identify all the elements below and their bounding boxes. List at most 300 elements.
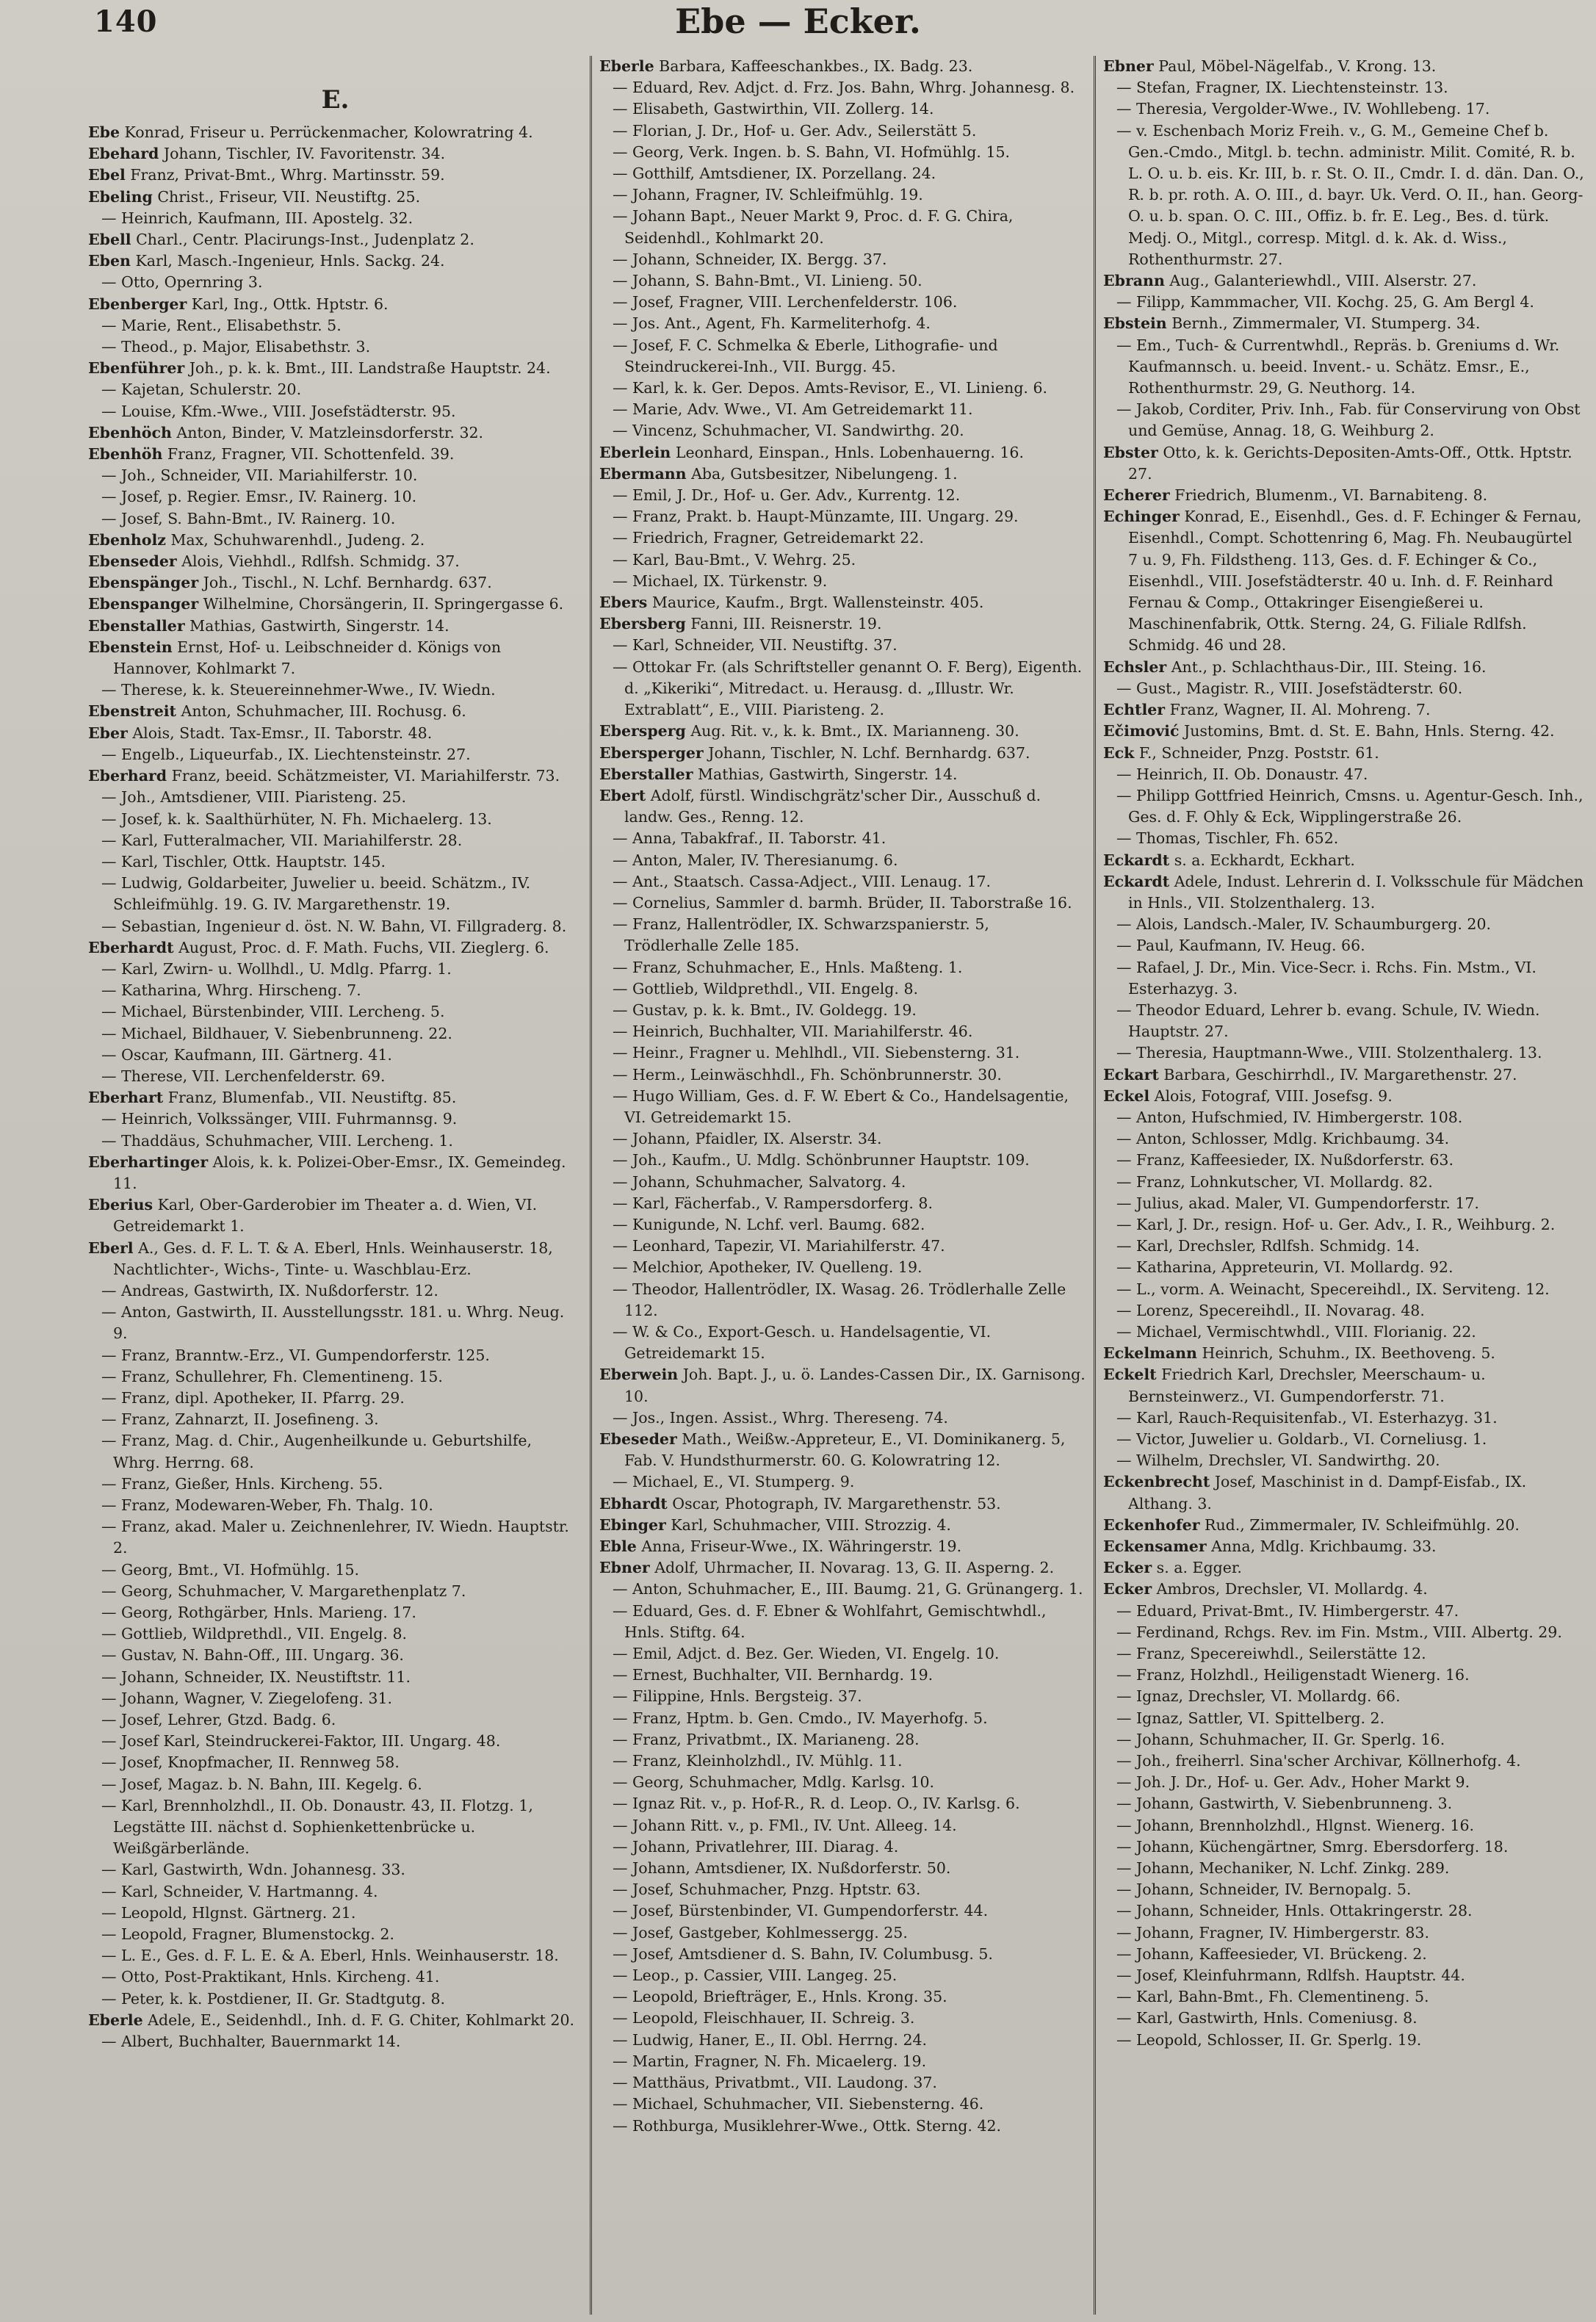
directory-entry bbox=[88, 1989, 582, 2010]
directory-entry bbox=[1103, 1601, 1586, 1622]
entry-details: — Johann, Gastwirth, V. Siebenbrunneng. 3. bbox=[1116, 1795, 1453, 1813]
entry-details: — Ignaz, Sattler, VI. Spittelberg. 2. bbox=[1116, 1709, 1385, 1727]
directory-entry bbox=[599, 1750, 1086, 1772]
entry-details: Justomins, Bmt. d. St. E. Bahn, Hnls. Sterng. 42. bbox=[1179, 722, 1555, 740]
entry-details: Aba, Gutsbesitzer, Nibelungeng. 1. bbox=[686, 464, 958, 483]
entry-details: Adolf, fürstl. Windischgrätz'scher Dir., Ausschuß d. landw. Ges., Renng. 12. bbox=[624, 786, 1041, 826]
directory-entry bbox=[1103, 1944, 1586, 1965]
entry-details: — Joh., Amtsdiener, VIII. Piaristeng. 25. bbox=[101, 788, 406, 807]
entry-details: Barbara, Kaffeeschankbes., IX. Badg. 23. bbox=[654, 57, 973, 75]
entry-details: — Thaddäus, Schuhmacher, VIII. Lercheng. 1. bbox=[101, 1131, 453, 1150]
directory-entry bbox=[1103, 56, 1586, 77]
entry-details: — Georg, Bmt., VI. Hofmühlg. 15. bbox=[101, 1560, 360, 1579]
directory-entry bbox=[88, 1774, 582, 1795]
entry-surname: Ebenseder bbox=[88, 552, 177, 571]
entry-details: — Johann, S. Bahn-Bmt., VI. Linieng. 50. bbox=[613, 272, 922, 290]
entry-surname: Eberhardt bbox=[88, 938, 174, 956]
entry-details: Adele, Indust. Lehrerin d. I. Volksschule für Mädchen in Hnls., VII. Stolzenthalerg. 13. bbox=[1128, 872, 1584, 912]
directory-entry bbox=[599, 249, 1086, 270]
directory-entry bbox=[599, 1279, 1086, 1322]
directory-entry bbox=[1103, 292, 1586, 313]
entry-details: Joh., Tischl., N. Lchf. Bernhardg. 637. bbox=[198, 574, 492, 592]
entry-details: — Otto, Opernring 3. bbox=[101, 273, 263, 292]
entry-details: Joh. Bapt. J., u. ö. Landes-Cassen Dir., IX. Garnisong. 10. bbox=[624, 1366, 1086, 1405]
entry-details: — Filippine, Hnls. Bergsteig. 37. bbox=[613, 1687, 862, 1706]
directory-entry bbox=[1103, 1407, 1586, 1429]
directory-entry bbox=[1103, 914, 1586, 935]
entry-details: — Julius, akad. Maler, VI. Gumpendorferstr. 17. bbox=[1116, 1194, 1479, 1212]
entry-details: — Anton, Hufschmied, IV. Himbergerstr. 108. bbox=[1116, 1108, 1463, 1126]
entry-details: Ernst, Hof- u. Leibschneider d. Königs von Hannover, Kohlmarkt 7. bbox=[113, 638, 502, 678]
entry-details: Heinrich, Schuhm., IX. Beethoveng. 5. bbox=[1196, 1344, 1495, 1363]
entry-details: — Karl, Zwirn- u. Wollhdl., U. Mdlg. Pfarrg. 1. bbox=[101, 959, 452, 978]
directory-entry bbox=[599, 1986, 1086, 2008]
directory-entry bbox=[599, 978, 1086, 1000]
directory-entry bbox=[599, 1236, 1086, 1257]
directory-entry bbox=[599, 420, 1086, 441]
directory-entry bbox=[599, 1579, 1086, 1600]
entry-details: — Michael, Vermischtwhdl., VIII. Florianig. 22. bbox=[1116, 1322, 1476, 1341]
directory-entry bbox=[1103, 2008, 1586, 2029]
entry-surname: Ebner bbox=[1103, 57, 1154, 75]
directory-entry bbox=[1103, 1729, 1586, 1750]
column-2 bbox=[590, 56, 1094, 2315]
entry-surname: Eckart bbox=[1103, 1065, 1159, 1084]
directory-entry bbox=[88, 1388, 582, 1409]
directory-entry bbox=[1103, 1343, 1586, 1364]
directory-entry bbox=[1103, 1772, 1586, 1793]
entry-details: — Johann, Mechaniker, N. Lchf. Zinkg. 289. bbox=[1116, 1859, 1450, 1878]
directory-entry bbox=[88, 315, 582, 336]
directory-entry bbox=[88, 2031, 582, 2052]
entry-details: — Franz, Kleinholzhdl., IV. Mühlg. 11. bbox=[613, 1752, 903, 1770]
directory-entry bbox=[599, 893, 1086, 914]
entry-details: — Jos., Ingen. Assist., Whrg. Thereseng. 74. bbox=[613, 1408, 948, 1427]
entry-details: — Matthäus, Privatbmt., VII. Laudong. 37. bbox=[613, 2074, 937, 2092]
directory-entry bbox=[599, 2116, 1086, 2137]
entry-details: — Theodor, Hallentrödler, IX. Wasag. 26. Trödlerhalle Zelle 112. bbox=[613, 1280, 1066, 1319]
directory-entry bbox=[599, 442, 1086, 464]
directory-entry bbox=[88, 208, 582, 229]
entry-details: — Karl, J. Dr., resign. Hof- u. Ger. Adv., I. R., Weihburg. 2. bbox=[1116, 1215, 1556, 1233]
entry-surname: Ebel bbox=[88, 166, 126, 184]
entry-details: — Franz, Gießer, Hnls. Kircheng. 55. bbox=[101, 1474, 383, 1493]
entry-details: — Karl, Fächerfab., V. Rampersdorferg. 8. bbox=[613, 1194, 933, 1212]
directory-entry bbox=[1103, 1665, 1586, 1686]
entry-details: Johann, Tischler, N. Lchf. Bernhardg. 637. bbox=[703, 743, 1030, 762]
entry-details: — Karl, Bau-Bmt., V. Wehrg. 25. bbox=[613, 550, 856, 569]
entry-details: — Marie, Adv. Wwe., VI. Am Getreidemarkt 11. bbox=[613, 400, 973, 419]
entry-surname: Ebenstein bbox=[88, 638, 173, 656]
entry-details: Leonhard, Einspan., Hnls. Lobenhauerng. 16. bbox=[671, 443, 1024, 461]
entry-details: — Josef, p. Regier. Emsr., IV. Rainerg. 10. bbox=[101, 488, 417, 506]
entry-details: — Ignaz, Drechsler, VI. Mollardg. 66. bbox=[1116, 1687, 1401, 1706]
entry-details: Mathias, Gastwirth, Singerstr. 14. bbox=[693, 765, 958, 783]
entry-surname: Ebenstreit bbox=[88, 702, 177, 721]
entry-surname: Eberl bbox=[88, 1238, 134, 1257]
directory-entry bbox=[1103, 1515, 1586, 1536]
directory-entry bbox=[88, 1345, 582, 1366]
entry-surname: Eberlein bbox=[599, 443, 671, 461]
entry-surname: Eckel bbox=[1103, 1086, 1150, 1105]
entry-details: — Josef Karl, Steindruckerei-Faktor, III. Ungarg. 48. bbox=[101, 1732, 501, 1750]
directory-entry bbox=[1103, 1750, 1586, 1772]
entry-details: — Karl, Futteralmacher, VII. Mariahilferstr. 28. bbox=[101, 831, 463, 849]
entry-details: Otto, k. k. Gerichts-Depositen-Amts-Off., Ottk. Hptstr. 27. bbox=[1128, 443, 1572, 483]
entry-details: — Thomas, Tischler, Fh. 652. bbox=[1116, 829, 1339, 848]
directory-entry bbox=[1103, 1579, 1586, 1600]
entry-details: — Georg, Rothgärber, Hnls. Marieng. 17. bbox=[101, 1604, 416, 1622]
entry-details: Maurice, Kaufm., Brgt. Wallensteinstr. 405. bbox=[647, 594, 984, 612]
directory-entry bbox=[88, 1731, 582, 1752]
entry-details: — Lorenz, Specereihdl., II. Novarag. 48. bbox=[1116, 1301, 1425, 1319]
directory-entry bbox=[599, 785, 1086, 828]
directory-entry bbox=[88, 572, 582, 594]
entry-details: — Hugo William, Ges. d. F. W. Ebert & Co., Handelsagentie, VI. Getreidemarkt 15. bbox=[613, 1086, 1069, 1126]
directory-entry bbox=[88, 422, 582, 444]
entry-surname: Eck bbox=[1103, 743, 1135, 762]
directory-entry bbox=[88, 508, 582, 530]
directory-entry bbox=[88, 637, 582, 679]
directory-entry bbox=[1103, 699, 1586, 721]
directory-entry bbox=[88, 701, 582, 722]
directory-entry bbox=[88, 1001, 582, 1023]
directory-entry bbox=[88, 1131, 582, 1152]
directory-entry bbox=[599, 1922, 1086, 1944]
entry-details: Paul, Möbel-Nägelfab., V. Krong. 13. bbox=[1153, 57, 1437, 75]
entry-details: — Karl, Gastwirth, Hnls. Comeniusg. 8. bbox=[1116, 2009, 1418, 2027]
entry-details: — Franz, Schullehrer, Fh. Clementineng. 15. bbox=[101, 1367, 443, 1385]
directory-entry bbox=[599, 2094, 1086, 2115]
directory-entry bbox=[1103, 1257, 1586, 1278]
directory-entry bbox=[1103, 1922, 1586, 1944]
entry-details: — Karl, Schneider, VII. Neustiftg. 37. bbox=[613, 636, 898, 655]
column-1 bbox=[81, 56, 590, 2315]
directory-entry bbox=[1103, 1107, 1586, 1128]
directory-entry bbox=[599, 292, 1086, 313]
entry-details: — Franz, Lohnkutscher, VI. Mollardg. 82. bbox=[1116, 1172, 1433, 1191]
entry-details: — Johann, Fragner, IV. Himbergerstr. 83. bbox=[1116, 1923, 1429, 1941]
entry-details: — Josef, Schuhmacher, Pnzg. Hptstr. 63. bbox=[613, 1881, 921, 1899]
directory-entry bbox=[88, 379, 582, 400]
entry-details: Alois, Stadt. Tax-Emsr., II. Taborstr. 48. bbox=[127, 724, 433, 742]
entry-surname: Eckensamer bbox=[1103, 1537, 1207, 1556]
directory-entry bbox=[599, 957, 1086, 978]
directory-entry bbox=[88, 679, 582, 701]
entry-surname: Ebersperg bbox=[599, 722, 686, 740]
directory-entry bbox=[599, 721, 1086, 742]
directory-entry bbox=[599, 1150, 1086, 1171]
entry-details: — Ottokar Fr. (als Schriftsteller genannt O. F. Berg), Eigenth. d. „Kikeriki“, Mitredact. u. Herausg. d. „Illustr. Wr. Extrablatt“, E., VIII. Piaristeng. 2. bbox=[613, 657, 1083, 719]
directory-entry bbox=[88, 959, 582, 980]
directory-entry bbox=[599, 1086, 1086, 1128]
entry-details: — Joh., Schneider, VII. Mariahilferstr. 10. bbox=[101, 466, 418, 485]
entry-surname: Ebe bbox=[88, 123, 120, 141]
directory-entry bbox=[88, 187, 582, 208]
entry-details: — Elisabeth, Gastwirthin, VII. Zollerg. 14. bbox=[613, 100, 934, 118]
directory-entry bbox=[88, 1709, 582, 1731]
entry-details: — Josef, Fragner, VIII. Lerchenfelderstr. 106. bbox=[613, 293, 958, 311]
entry-details: Konrad, Friseur u. Perrückenmacher, Kolowratring 4. bbox=[120, 123, 533, 141]
directory-entry bbox=[88, 1645, 582, 1666]
entry-surname: Echsler bbox=[1103, 657, 1167, 676]
entry-details: Anton, Schuhmacher, III. Rochusg. 6. bbox=[176, 702, 466, 721]
entry-details: — Johann, Küchengärtner, Smrg. Ebersdorferg. 18. bbox=[1116, 1837, 1509, 1856]
entry-details: s. a. Eckhardt, Eckhart. bbox=[1169, 851, 1355, 869]
entry-details: — Gustav, p. k. k. Bmt., IV. Goldegg. 19. bbox=[613, 1000, 917, 1019]
entry-details: — Friedrich, Fragner, Getreidemarkt 22. bbox=[613, 529, 924, 547]
entry-details: — Karl, Tischler, Ottk. Hauptstr. 145. bbox=[101, 852, 386, 870]
directory-entry bbox=[599, 1836, 1086, 1858]
directory-entry bbox=[88, 616, 582, 637]
directory-entry bbox=[599, 142, 1086, 163]
directory-entry bbox=[1103, 850, 1586, 871]
directory-entry bbox=[88, 2010, 582, 2031]
entry-surname: Eberhart bbox=[88, 1089, 164, 1107]
directory-entry bbox=[88, 1023, 582, 1045]
entry-details: Barbara, Geschirrhdl., IV. Margarethenstr. 27. bbox=[1158, 1065, 1517, 1084]
entry-details: — Franz, Branntw.-Erz., VI. Gumpendorferstr. 125. bbox=[101, 1346, 490, 1364]
directory-entry bbox=[599, 98, 1086, 120]
entry-details: Christ., Friseur, VII. Neustiftg. 25. bbox=[152, 187, 421, 206]
directory-entry bbox=[1103, 399, 1586, 441]
entry-details: Ant., p. Schlachthaus-Dir., III. Steing. 16. bbox=[1166, 657, 1487, 676]
directory-entry bbox=[1103, 743, 1586, 764]
directory-entry bbox=[599, 1128, 1086, 1150]
entry-details: F., Schneider, Pnzg. Poststr. 61. bbox=[1134, 743, 1379, 762]
entry-details: — Josef, Knopfmacher, II. Rennweg 58. bbox=[101, 1753, 400, 1772]
entry-details: — Therese, k. k. Steuereinnehmer-Wwe., IV. Wiedn. bbox=[101, 681, 496, 699]
entry-details: Ambros, Drechsler, VI. Mollardg. 4. bbox=[1152, 1580, 1428, 1598]
entry-details: Aug., Galanteriewhdl., VIII. Alserstr. 27. bbox=[1164, 272, 1477, 290]
entry-details: — Franz, Privatbmt., IX. Marianeng. 28. bbox=[613, 1730, 920, 1748]
entry-details: — Ferdinand, Rchgs. Rev. im Fin. Mstm., VIII. Albertg. 29. bbox=[1116, 1623, 1562, 1641]
directory-entry bbox=[88, 1667, 582, 1688]
page-number: 140 bbox=[94, 4, 158, 39]
entry-details: — Heinrich, Kaufmann, III. Apostelg. 32. bbox=[101, 209, 414, 227]
entry-details: — Joh. J. Dr., Hof- u. Ger. Adv., Hoher Markt 9. bbox=[1116, 1773, 1470, 1792]
directory-entry bbox=[88, 765, 582, 787]
directory-entry bbox=[599, 1193, 1086, 1214]
entry-details: — Franz, Hallentrödler, IX. Schwarzspanierstr. 5, Trödlerhalle Zelle 185. bbox=[613, 915, 989, 955]
entry-details: — Johann, Schneider, IX. Bergg. 37. bbox=[613, 250, 887, 268]
entry-details: — Anton, Gastwirth, II. Ausstellungsstr. 181. u. Whrg. Neug. 9. bbox=[101, 1303, 565, 1343]
directory-entry bbox=[1103, 1708, 1586, 1729]
directory-entry bbox=[599, 871, 1086, 893]
entry-details: Anna, Mdlg. Krichbaumg. 33. bbox=[1206, 1537, 1437, 1556]
entry-surname: Ebster bbox=[1103, 443, 1158, 461]
entry-details: — Johann, Schneider, Hnls. Ottakringerstr. 28. bbox=[1116, 1902, 1473, 1920]
directory-entry bbox=[88, 1409, 582, 1430]
entry-surname: Ebell bbox=[88, 231, 131, 249]
directory-entry bbox=[1103, 1064, 1586, 1086]
entry-surname: Eberhard bbox=[88, 767, 167, 785]
directory-entry bbox=[1103, 335, 1586, 400]
directory-entry bbox=[1103, 1686, 1586, 1707]
entry-details: Max, Schuhwarenhdl., Judeng. 2. bbox=[165, 530, 425, 549]
entry-details: — Karl, Gastwirth, Wdn. Johannesg. 33. bbox=[101, 1861, 405, 1879]
entry-details: Franz, Privat-Bmt., Whrg. Martinsstr. 59. bbox=[125, 166, 445, 184]
entry-details: — Theresia, Hauptmann-Wwe., VIII. Stolzenthalerg. 13. bbox=[1116, 1044, 1542, 1062]
directory-entry bbox=[599, 1515, 1086, 1536]
entry-surname: Ebrann bbox=[1103, 272, 1165, 290]
entry-details: — Katharina, Appreteurin, VI. Mollardg. 92. bbox=[1116, 1258, 1454, 1277]
directory-entry bbox=[88, 1903, 582, 1924]
entry-details: — Rothburga, Musiklehrer-Wwe., Ottk. Sterng. 42. bbox=[613, 2116, 1002, 2135]
entry-surname: Eberius bbox=[88, 1196, 154, 1214]
entry-details: — Ludwig, Goldarbeiter, Juwelier u. beeid. Schätzm., IV. Schleifmühlg. 19. G. IV. Margarethenstr. 19. bbox=[101, 874, 531, 914]
entry-surname: Ebenführer bbox=[88, 359, 185, 378]
entry-details: — Josef, S. Bahn-Bmt., IV. Rainerg. 10. bbox=[101, 509, 396, 527]
entry-surname: Eber bbox=[88, 724, 128, 742]
directory-entry bbox=[88, 1194, 582, 1237]
directory-entry bbox=[599, 571, 1086, 592]
directory-entry bbox=[599, 1042, 1086, 1064]
entry-details: — Franz, Zahnarzt, II. Josefineng. 3. bbox=[101, 1410, 379, 1429]
directory-entry bbox=[1103, 1450, 1586, 1471]
directory-entry bbox=[1103, 1900, 1586, 1922]
entry-surname: Ebers bbox=[599, 594, 648, 612]
directory-entry bbox=[1103, 1193, 1586, 1214]
entry-details: — Leopold, Fragner, Blumenstockg. 2. bbox=[101, 1925, 394, 1944]
entry-surname: Ebeling bbox=[88, 187, 153, 206]
directory-entry bbox=[599, 1643, 1086, 1665]
column-3 bbox=[1094, 56, 1594, 2315]
entry-surname: Ebner bbox=[599, 1559, 650, 1577]
entry-surname: Eckelt bbox=[1103, 1366, 1157, 1384]
entry-details: — Karl, Brennholzhdl., II. Ob. Donaustr. 43, II. Flotzg. 1, Legstätte III. nächst d. Sophienkettenbrücke u. Weißgärberlände. bbox=[101, 1796, 533, 1858]
entry-details: Karl, Ober-Garderobier im Theater a. d. Wien, VI. Getreidemarkt 1. bbox=[113, 1196, 538, 1236]
entry-details: Alois, k. k. Polizei-Ober-Emsr., IX. Gemeindeg. 11. bbox=[113, 1153, 566, 1192]
entry-details: — Karl, Rauch-Requisitenfab., VI. Esterhazyg. 31. bbox=[1116, 1408, 1498, 1427]
directory-entry bbox=[599, 1708, 1086, 1729]
directory-entry bbox=[88, 594, 582, 615]
directory-entry bbox=[1103, 1557, 1586, 1579]
entry-details: — Georg, Verk. Ingen. b. S. Bahn, VI. Hofmühlg. 15. bbox=[613, 143, 1011, 161]
entry-details: — Vincenz, Schuhmacher, VI. Sandwirthg. 20. bbox=[613, 422, 964, 440]
directory-entry bbox=[599, 1879, 1086, 1900]
directory-entry bbox=[88, 1966, 582, 1988]
entry-details: — Georg, Schuhmacher, Mdlg. Karlsg. 10. bbox=[613, 1773, 935, 1792]
entry-details: — Leopold, Hlgnst. Gärtnerg. 21. bbox=[101, 1903, 356, 1922]
entry-details: Charl., Centr. Placirungs-Inst., Judenplatz 2. bbox=[131, 231, 474, 249]
directory-entry bbox=[1103, 98, 1586, 120]
entry-details: — Anton, Schlosser, Mdlg. Krichbaumg. 34. bbox=[1116, 1130, 1450, 1148]
entry-details: — Leonhard, Tapezir, VI. Mariahilferstr. 47. bbox=[613, 1237, 945, 1255]
entry-details: — Melchior, Apotheker, IV. Quelleng. 19. bbox=[613, 1258, 922, 1277]
directory-entry bbox=[88, 787, 582, 808]
entry-details: — Franz, Specereiwhdl., Seilerstätte 12. bbox=[1116, 1645, 1426, 1663]
entry-details: — Oscar, Kaufmann, III. Gärtnerg. 41. bbox=[101, 1045, 392, 1064]
entry-details: — Gust., Magistr. R., VIII. Josefstädterstr. 60. bbox=[1116, 679, 1463, 697]
directory-entry bbox=[88, 358, 582, 379]
entry-details: — Ant., Staatsch. Cassa-Adject., VIII. Lenaug. 17. bbox=[613, 872, 992, 890]
entry-details: — Anton, Schuhmacher, E., III. Baumg. 21, G. Grünangerg. 1. bbox=[613, 1580, 1083, 1598]
directory-entry bbox=[1103, 721, 1586, 742]
entry-surname: Ečimović bbox=[1103, 722, 1180, 740]
entry-details: — Heinr., Fragner u. Mehlhdl., VII. Siebensterng. 31. bbox=[613, 1044, 1020, 1062]
entry-details: — Johann, Fragner, IV. Schleifmühlg. 19. bbox=[613, 186, 923, 204]
directory-entry bbox=[599, 635, 1086, 656]
entry-details: — Johann, Wagner, V. Ziegelofeng. 31. bbox=[101, 1689, 393, 1707]
entry-details: Oscar, Photograph, IV. Margarethenstr. 53. bbox=[667, 1494, 1001, 1512]
entry-details: — Karl, Bahn-Bmt., Fh. Clementineng. 5. bbox=[1116, 1988, 1429, 2006]
entry-details: — v. Eschenbach Moriz Freih. v., G. M., Gemeine Chef b. Gen.-Cmdo., Mitgl. b. techn. administr. Milit. Comité, R. b. L. O. u. b. eis. Kr. III, b. r. St. O. II., Cmdr. I. d. dän. Dan. O., R. b. pr. roth. A. O. III., d. bayr. Uk. Verd. O. II., han. Georg-O. u. b. span. O. C. III., Offiz. b. fr. E. Leg., Bes. d. türk. Medj. O., Mitgl., corresp. Mitgl. d. k. Ak. d. Wiss., Rothenthurmstr. 27. bbox=[1116, 121, 1584, 268]
directory-entry bbox=[88, 1688, 582, 1709]
entry-surname: Eckardt bbox=[1103, 872, 1170, 890]
directory-entry bbox=[599, 1322, 1086, 1364]
entry-details: — Franz, akad. Maler u. Zeichnenlehrer, IV. Wiedn. Hauptstr. 2. bbox=[101, 1518, 569, 1557]
entry-details: Karl, Schuhmacher, VIII. Strozzig. 4. bbox=[665, 1515, 951, 1534]
directory-entry bbox=[599, 1364, 1086, 1407]
directory-entry bbox=[1103, 1086, 1586, 1107]
directory-entry bbox=[1103, 1793, 1586, 1814]
entry-details: Fanni, III. Reisnerstr. 19. bbox=[685, 615, 882, 633]
directory-entry bbox=[88, 851, 582, 873]
directory-entry bbox=[1103, 1879, 1586, 1900]
entry-details: — Marie, Rent., Elisabethstr. 5. bbox=[101, 316, 342, 334]
directory-entry bbox=[599, 2051, 1086, 2072]
entry-details: — Johann, Schuhmacher, Salvatorg. 4. bbox=[613, 1172, 906, 1191]
directory-entry bbox=[1103, 2030, 1586, 2051]
directory-entry bbox=[599, 764, 1086, 785]
entry-details: Wilhelmine, Chorsängerin, II. Springergasse 6. bbox=[198, 595, 564, 613]
entry-details: — Victor, Juwelier u. Goldarb., VI. Corneliusg. 1. bbox=[1116, 1430, 1487, 1448]
entry-surname: Eberstaller bbox=[599, 765, 693, 783]
directory-entry bbox=[599, 270, 1086, 292]
entry-details: — Gottlieb, Wildprethdl., VII. Engelg. 8. bbox=[613, 979, 919, 998]
directory-entry bbox=[88, 1495, 582, 1516]
directory-entry bbox=[1103, 506, 1586, 656]
directory-entry bbox=[599, 378, 1086, 399]
entry-surname: Ecker bbox=[1103, 1580, 1152, 1598]
directory-entry bbox=[88, 809, 582, 830]
entry-details: — Jos. Ant., Agent, Fh. Karmeliterhofg. 4. bbox=[613, 314, 931, 333]
directory-entry bbox=[88, 1581, 582, 1602]
entry-details: — Otto, Post-Praktikant, Hnls. Kircheng. 41. bbox=[101, 1968, 440, 1986]
entry-details: — Eduard, Rev. Adjct. d. Frz. Jos. Bahn, Whrg. Johannesg. 8. bbox=[613, 79, 1075, 97]
directory-entry bbox=[1103, 1214, 1586, 1236]
entry-details: Franz, Blumenfab., VII. Neustiftg. 85. bbox=[163, 1089, 457, 1107]
entry-details: — Josef, Magaz. b. N. Bahn, III. Kegelg. 6. bbox=[101, 1775, 422, 1793]
entry-details: Bernh., Zimmermaler, VI. Stumperg. 34. bbox=[1166, 314, 1481, 333]
entry-details: — Franz, Kaffeesieder, IX. Nußdorferstr. 63. bbox=[1116, 1151, 1454, 1169]
directory-entry bbox=[599, 56, 1086, 77]
entry-details: — Karl, k. k. Ger. Depos. Amts-Revisor, E., VI. Linieng. 6. bbox=[613, 379, 1048, 397]
directory-entry bbox=[599, 485, 1086, 506]
directory-entry bbox=[599, 1686, 1086, 1707]
directory-entry bbox=[1103, 871, 1586, 914]
directory-entry bbox=[599, 2008, 1086, 2029]
directory-entry bbox=[599, 313, 1086, 334]
directory-entry bbox=[599, 743, 1086, 764]
directory-entry bbox=[88, 1560, 582, 1581]
entry-details: — Paul, Kaufmann, IV. Heug. 66. bbox=[1116, 937, 1365, 955]
entry-details: — Peter, k. k. Postdiener, II. Gr. Stadtgutg. 8. bbox=[101, 1989, 445, 2008]
directory-entry bbox=[88, 744, 582, 765]
directory-entry bbox=[1103, 1471, 1586, 1514]
entry-details: s. a. Egger. bbox=[1152, 1559, 1242, 1577]
entry-details: — Michael, E., VI. Stumperg. 9. bbox=[613, 1473, 855, 1491]
directory-columns bbox=[81, 56, 1594, 2315]
entry-details: — Rafael, J. Dr., Min. Vice-Secr. i. Rchs. Fin. Mstm., VI. Esterhazyg. 3. bbox=[1116, 958, 1537, 998]
directory-entry bbox=[88, 1623, 582, 1645]
entry-details: — Josef, Kleinfuhrmann, Rdlfsh. Hauptstr. 44. bbox=[1116, 1966, 1465, 1985]
directory-entry bbox=[1103, 828, 1586, 849]
entry-details: — Heinrich, Buchhalter, VII. Mariahilferstr. 46. bbox=[613, 1023, 973, 1041]
entry-details: Rud., Zimmermaler, IV. Schleifmühlg. 20. bbox=[1199, 1515, 1520, 1534]
directory-entry bbox=[1103, 1815, 1586, 1836]
